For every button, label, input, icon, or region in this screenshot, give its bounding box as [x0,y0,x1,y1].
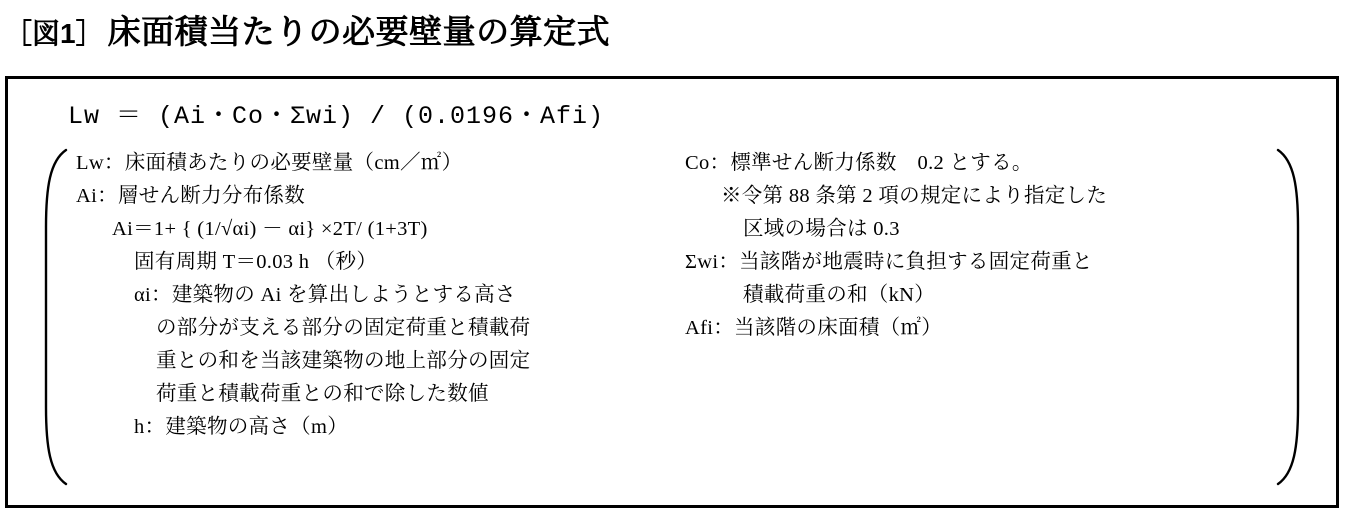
legend-line: Ai：層せん断力分布係数 [76,185,306,207]
legend-columns [76,147,1268,487]
legend-line: の部分が支える部分の固定荷重と積載荷 [156,317,531,339]
main-formula: Lw ＝ (Ai・Co・Σwi) / (0.0196・Afi) [68,102,605,131]
legend-line: h：建築物の高さ（m） [134,416,348,438]
legend-line: Ai＝1+ { (1/√αi) － αi} ×2T/ (1+3T) [112,218,428,240]
legend-line: Lw：床面積あたりの必要壁量（cm／㎡） [76,152,463,174]
left-brace-icon [36,147,70,487]
legend-line: ※令第 88 条第 2 項の規定により指定した [721,185,1108,207]
legend-line: αi：建築物の Ai を算出しようとする高さ [134,284,516,306]
figure-label: ［図1］ [4,18,104,49]
legend-right-column [685,147,1268,487]
right-brace-icon [1274,147,1308,487]
figure-frame [5,76,1339,508]
legend-line: 固有周期 T＝0.03 h （秒） [134,251,378,273]
page-title: 床面積当たりの必要壁量の算定式 [107,13,611,50]
legend-line: Afi：当該階の床面積（㎡） [685,317,943,339]
legend-line: 重との和を当該建築物の地上部分の固定 [156,350,531,372]
legend-block [36,147,1308,487]
legend-line: Co：標準せん断力係数 0.2 とする。 [685,152,1033,174]
figure-title [4,6,610,53]
legend-left-column [76,147,659,487]
legend-line: 荷重と積載荷重との和で除した数値 [156,383,489,405]
legend-line: Σwi：当該階が地震時に負担する固定荷重と [685,251,1093,273]
legend-line: 積載荷重の和（kN） [743,284,936,306]
legend-line: 区域の場合は 0.3 [743,218,900,240]
